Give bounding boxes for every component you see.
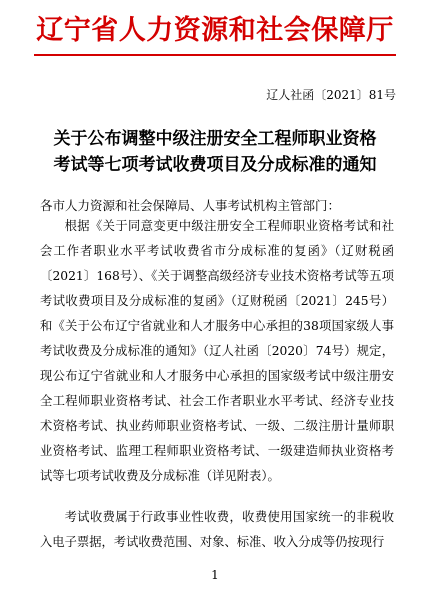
page-number: 1 — [211, 568, 219, 582]
salutation: 各市人力资源和社会保障局、人事考试机构主管部门： — [40, 198, 341, 213]
body-paragraph-2: 考试收费属于行政事业性收费，收费使用国家统一的非税收入电子票据，考试收费范围、对象、标准、收入分成等仍按现行 — [40, 510, 394, 549]
document-title — [0, 126, 430, 178]
body-paragraph-1: 根据《关于同意变更中级注册安全工程师职业资格考试和社会工作者职业水平考试收费省市分成标准的复函》（辽财税函〔2021〕168号）、《关于调整高级经济专业技术资格考试等五项考试收费项目及分成标准的复函》（辽财税函〔2021〕245号）和《关于公布辽宁省就业和人才服务中心承担的38项国家级人事考试收费及分成标准的通知》（辽人社函〔2020〕74号）规定，现公布辽宁省就业和人才服务中心承担的国家级考试中级注册安全工程师职业资格考试、社会工作者职业水平考试、经济专业技术资格考试、执业药师职业资格考试、一级、二级注册计量师职业资格考试、监理工程师职业资格考试、一级建造师执业资格考试等七项考试收费及分成标准（详见附表）。 — [40, 219, 394, 483]
title-line-1: 关于公布调整中级注册安全工程师职业资格 — [53, 129, 377, 149]
red-separator-line — [34, 54, 396, 56]
document-number: 辽人社函〔2021〕81号 — [266, 88, 396, 102]
issuing-authority-header: 辽宁省人力资源和社会保障厅 — [36, 15, 394, 46]
title-line-2: 考试等七项考试收费项目及分成标准的通知 — [53, 155, 377, 175]
